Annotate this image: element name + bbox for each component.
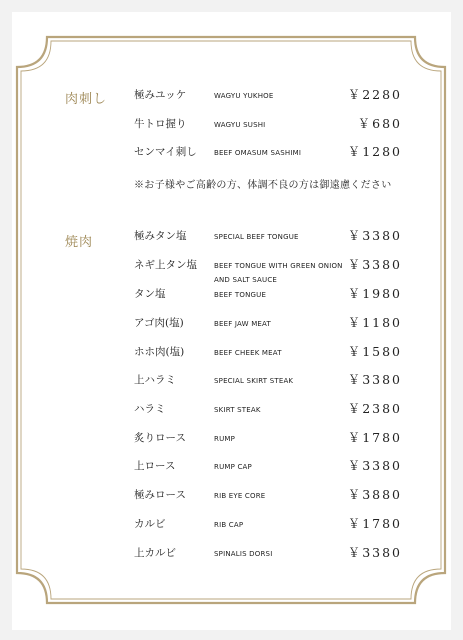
- item-name-en: BEEF JAW MEAT: [214, 320, 271, 328]
- item-name-en: WAGYU SUSHI: [214, 121, 266, 129]
- item-price: ￥3380: [347, 257, 402, 272]
- item-name-jp: 炙りロース: [134, 432, 186, 444]
- item-name-en: BEEF TONGUE WITH GREEN ONION AND SALT SAUCE: [214, 262, 343, 284]
- menu-row: [0, 229, 463, 249]
- item-name-en: SPECIAL BEEF TONGUE: [214, 233, 299, 241]
- item-name-jp: アゴ肉(塩): [134, 317, 184, 329]
- menu-row: [0, 257, 463, 284]
- item-name-jp: 牛トロ握り: [134, 118, 187, 130]
- item-name-jp: 上カルビ: [134, 547, 176, 559]
- item-price: ￥680: [357, 116, 402, 131]
- item-name-en: RIB CAP: [214, 521, 244, 529]
- item-price: ￥1780: [347, 430, 402, 445]
- item-price: ￥1280: [347, 144, 402, 159]
- menu-row: [0, 145, 463, 165]
- menu-row: [0, 287, 463, 307]
- item-price: ￥3380: [347, 372, 402, 387]
- item-name-jp: ハラミ: [134, 403, 166, 415]
- item-name-jp: センマイ刺し: [134, 146, 197, 158]
- menu-row: [0, 117, 463, 137]
- item-price: ￥2380: [347, 401, 402, 416]
- item-price: ￥1780: [347, 516, 402, 531]
- menu-row: [0, 459, 463, 479]
- allergy-note: ※お子様やご高齢の方、体調不良の方は御遠慮ください: [134, 180, 392, 191]
- item-name-en: RUMP CAP: [214, 463, 252, 471]
- item-name-jp: 上ロース: [134, 460, 176, 472]
- menu-row: [0, 402, 463, 422]
- menu-row: [0, 546, 463, 566]
- menu-row: [0, 345, 463, 365]
- item-name-jp: 上ハラミ: [134, 374, 176, 386]
- item-name-en: WAGYU YUKHOE: [214, 92, 274, 100]
- section-title-yakiniku: 焼肉: [65, 235, 94, 250]
- item-price: ￥3380: [347, 458, 402, 473]
- item-name-en: BEEF OMASUM SASHIMI: [214, 149, 302, 157]
- menu-row: [0, 88, 463, 108]
- menu-row: [0, 517, 463, 537]
- item-name-en: BEEF CHEEK MEAT: [214, 349, 282, 357]
- item-price: ￥1980: [347, 286, 402, 301]
- item-name-en: RIB EYE CORE: [214, 492, 266, 500]
- section-title-nikusashi: 肉刺し: [65, 92, 108, 107]
- menu-row: [0, 316, 463, 336]
- item-name-en: SKIRT STEAK: [214, 406, 261, 414]
- item-name-jp: 極みユッケ: [134, 89, 187, 101]
- item-price: ￥1580: [347, 344, 402, 359]
- menu-row: [0, 373, 463, 393]
- item-name-jp: タン塩: [134, 288, 166, 300]
- item-name-jp: ネギ上タン塩: [134, 259, 197, 271]
- item-name-jp: 極みタン塩: [134, 230, 187, 242]
- item-price: ￥2280: [347, 87, 402, 102]
- menu-row: [0, 488, 463, 508]
- menu-row: [0, 431, 463, 451]
- item-name-jp: ホホ肉(塩): [134, 346, 185, 358]
- item-price: ￥1180: [347, 315, 402, 330]
- item-name-jp: 極みロース: [134, 489, 186, 501]
- item-price: ￥3380: [347, 228, 402, 243]
- item-name-en: RUMP: [214, 435, 236, 443]
- item-name-en: SPECIAL SKIRT STEAK: [214, 377, 294, 385]
- item-price: ￥3380: [347, 545, 402, 560]
- item-name-en: SPINALIS DORSI: [214, 550, 273, 558]
- item-name-jp: カルビ: [134, 518, 166, 530]
- item-price: ￥3880: [347, 487, 402, 502]
- item-name-en: BEEF TONGUE: [214, 291, 267, 299]
